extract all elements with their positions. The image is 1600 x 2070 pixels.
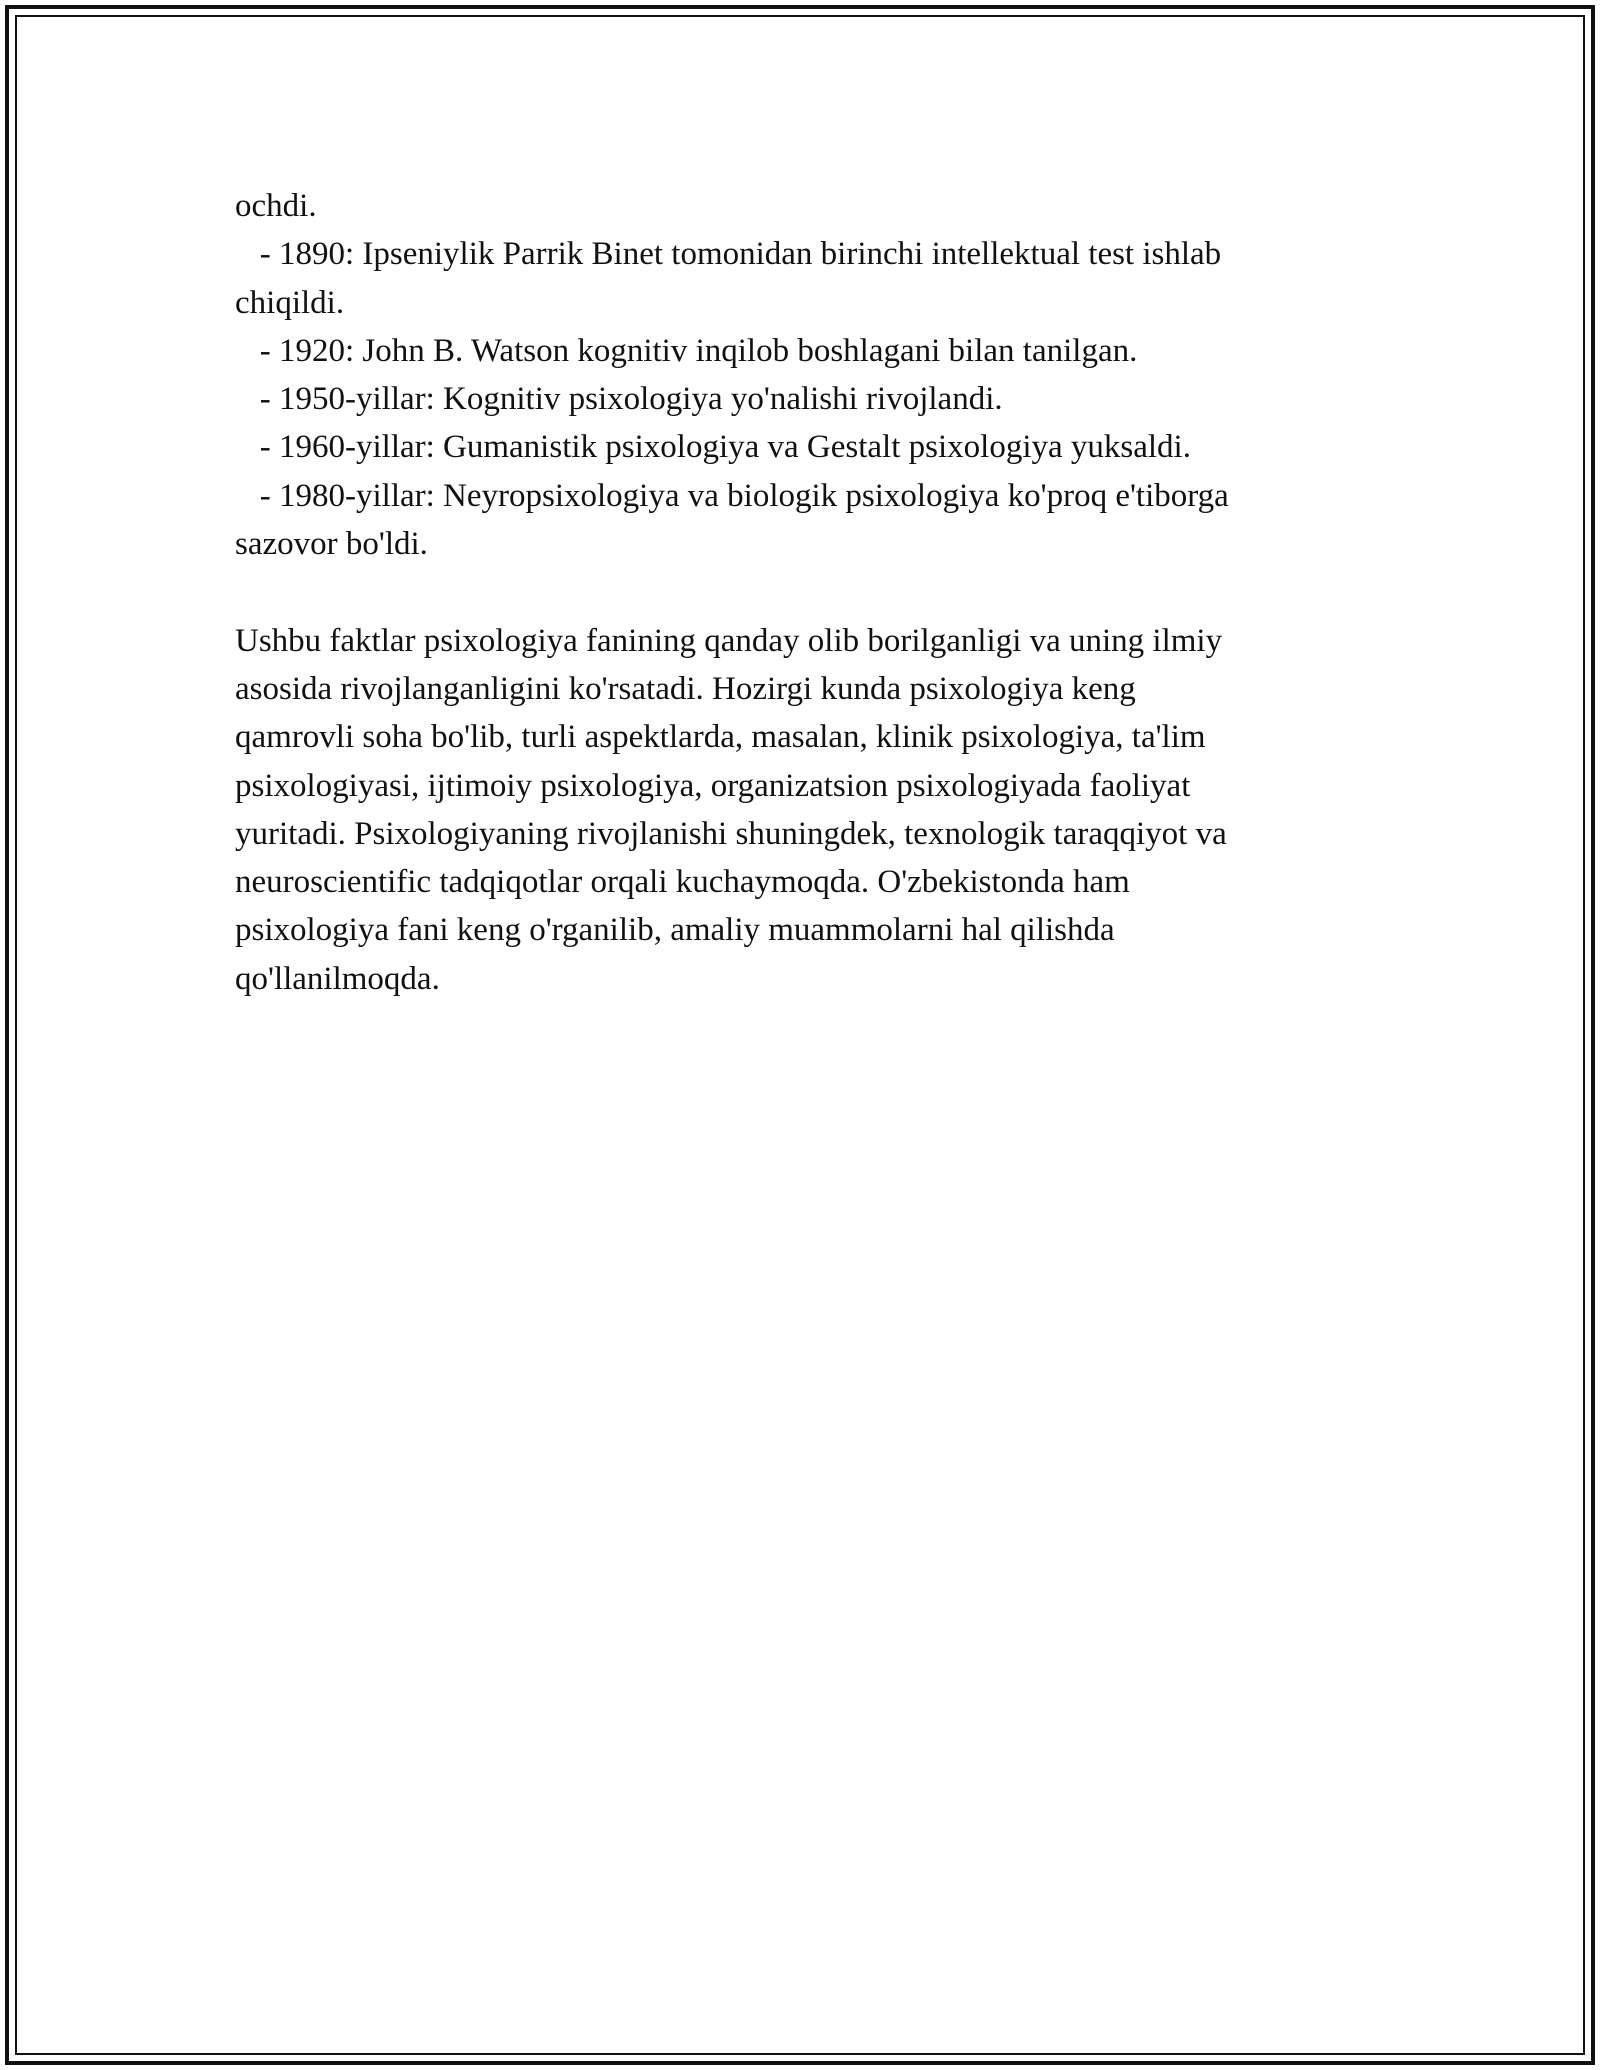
timeline-item-1960: - 1960-yillar: Gumanistik psixologiya va Gestalt psixologiya yuksaldi. <box>235 429 1191 466</box>
timeline-item-1920: - 1920: John B. Watson kognitiv inqilob boshlagani bilan tanilgan. <box>235 332 1138 369</box>
text-line: qo'llanilmoqda. <box>235 960 440 997</box>
text-line: yuritadi. Psixologiyaning rivojlanishi shuningdek, texnologik taraqqiyot va <box>235 815 1227 852</box>
text-line: qamrovli soha bo'lib, turli aspektlarda, masalan, klinik psixologiya, ta'lim <box>235 719 1206 756</box>
timeline-item-1890: - 1890: Ipseniylik Parrik Binet tomonidan birinchi intellektual test ishlab <box>235 236 1222 273</box>
text-line: neuroscientific tadqiqotlar orqali kuchaymoqda. O'zbekistonda ham <box>235 864 1130 901</box>
text-line: chiqildi. <box>235 284 345 321</box>
text-line: psixologiyasi, ijtimoiy psixologiya, organizatsion psixologiyada faoliyat <box>235 767 1191 804</box>
text-line: ochdi. <box>235 188 317 224</box>
text-line: psixologiya fani keng o'rganilib, amaliy muammolarni hal qilishda <box>235 912 1115 949</box>
text-line: sazovor bo'ldi. <box>235 526 428 563</box>
summary-paragraph <box>235 617 1365 1003</box>
timeline-item-1980: - 1980-yillar: Neyropsixologiya va biologik psixologiya ko'proq e'tiborga <box>235 477 1229 514</box>
text-line: asosida rivojlanganligini ko'rsatadi. Hozirgi kunda psixologiya keng <box>235 670 1136 707</box>
paragraph-spacer <box>235 568 1365 616</box>
timeline-paragraph <box>235 182 1365 568</box>
text-line: Ushbu faktlar psixologiya fanining qanday olib borilganligi va uning ilmiy <box>235 622 1223 659</box>
timeline-item-1950: - 1950-yillar: Kognitiv psixologiya yo'nalishi rivojlandi. <box>235 381 1003 418</box>
document-body <box>235 182 1365 1003</box>
